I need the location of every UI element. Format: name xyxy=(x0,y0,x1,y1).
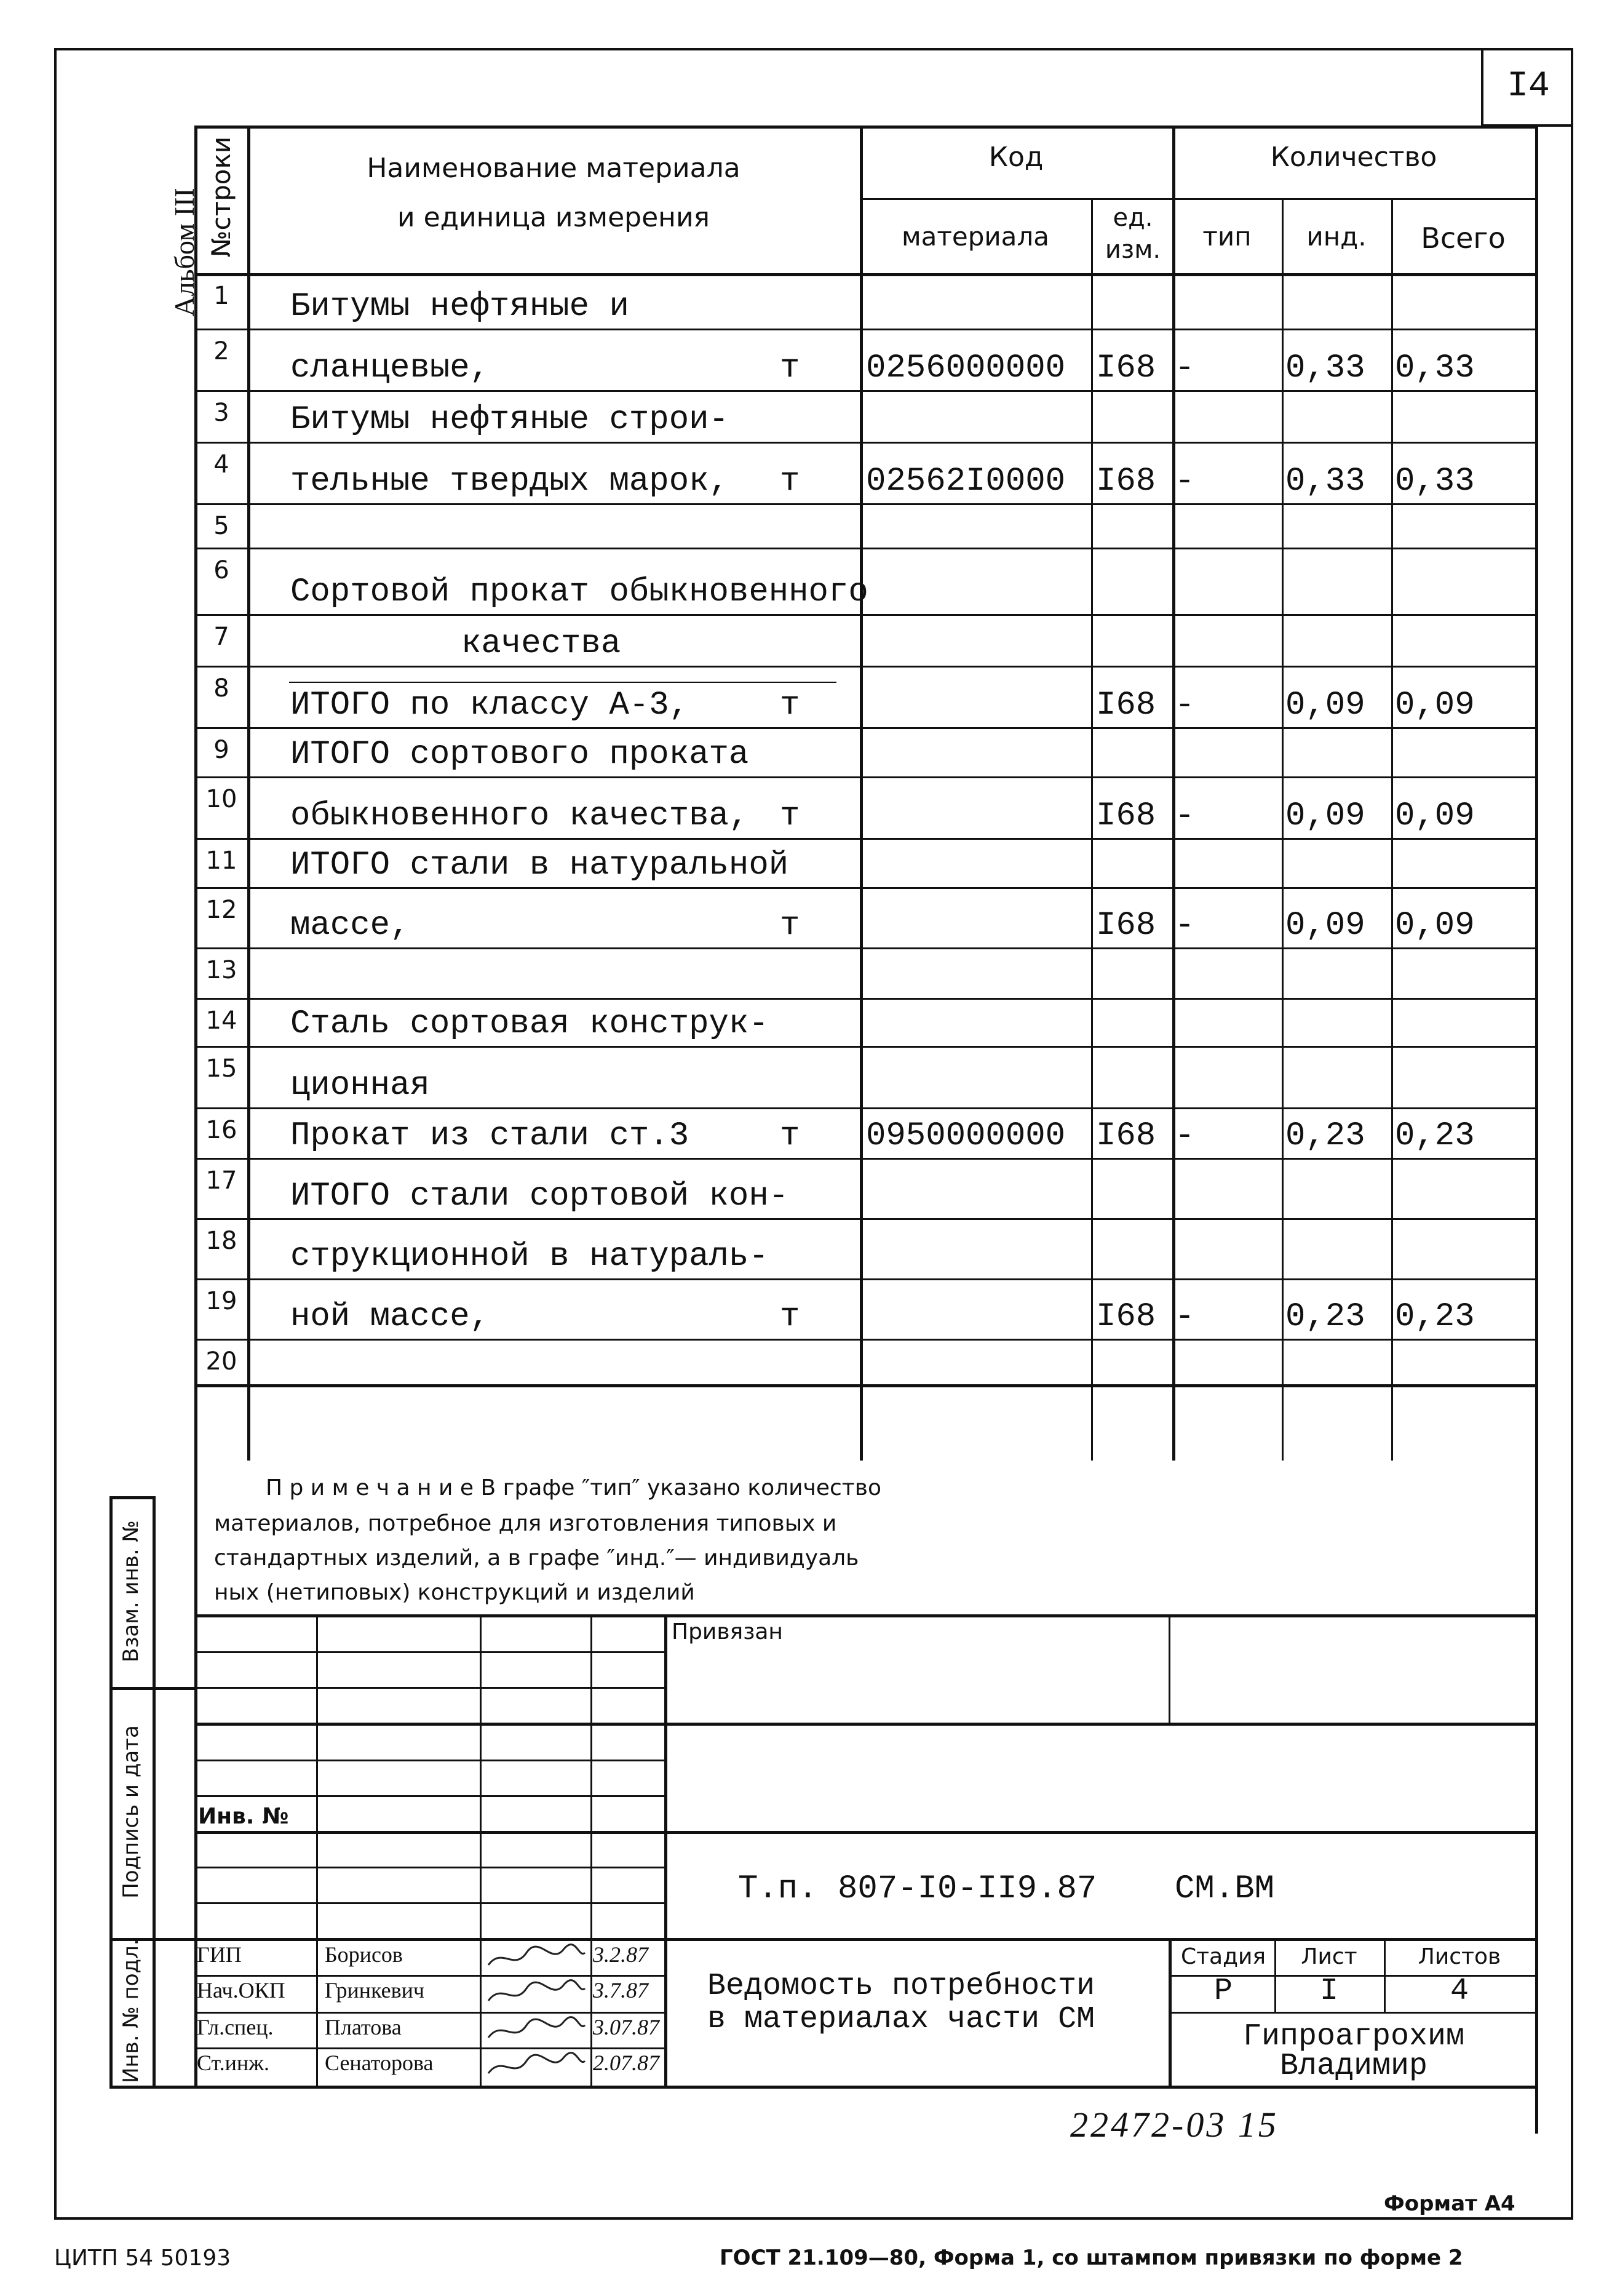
qty-type: - xyxy=(1175,463,1195,500)
unit-code: I68 xyxy=(1096,1117,1156,1155)
album-label: Альбом III xyxy=(169,188,200,317)
signature-date-label: Подпись и дата xyxy=(119,1725,143,1899)
row-number: 1 xyxy=(213,282,229,310)
sheets-label: Листов xyxy=(1418,1944,1501,1969)
signer-role: Гл.спец. xyxy=(197,2015,274,2039)
unit: т xyxy=(780,463,800,500)
qty-ind: 0,23 xyxy=(1285,1298,1365,1336)
unit: т xyxy=(780,687,800,724)
sheet-label: Лист xyxy=(1301,1944,1357,1969)
row-number: 9 xyxy=(213,736,229,764)
header-qty-type: тип xyxy=(1202,221,1252,252)
row-number: 14 xyxy=(205,1006,237,1035)
row-number: 4 xyxy=(213,450,229,479)
stage-value: Р xyxy=(1213,1974,1233,2009)
qty-type: - xyxy=(1175,1298,1195,1336)
row-number: 8 xyxy=(213,674,229,703)
qty-ind: 0,09 xyxy=(1285,687,1365,724)
qty-total: 0,23 xyxy=(1395,1298,1475,1336)
header-qty-ind: инд. xyxy=(1306,221,1367,252)
material-name: ИТОГО по классу А-3, xyxy=(290,687,689,724)
sheets-value: 4 xyxy=(1450,1974,1469,2009)
archive-number: 22472-03 15 xyxy=(1070,2105,1279,2145)
inv-podl-label: Инв. № подл. xyxy=(119,1939,143,2083)
vzam-inv-label: Взам. инв. № xyxy=(119,1520,143,1662)
header-code-unit: ед. изм. xyxy=(1105,204,1161,264)
qty-total: 0,09 xyxy=(1395,797,1475,835)
qty-type: - xyxy=(1175,907,1195,944)
row-number: 11 xyxy=(205,847,237,875)
organization-line-2: Владимир xyxy=(1279,2049,1428,2084)
material-code: 0256000000 xyxy=(866,349,1066,387)
qty-ind: 0,33 xyxy=(1285,463,1365,500)
header-name-line1: Наименование материала xyxy=(367,153,741,184)
material-name: Битумы нефтяные строи- xyxy=(290,401,729,439)
qty-total: 0,33 xyxy=(1395,463,1475,500)
footer-left: ЦИТП 54 50193 xyxy=(54,2246,231,2271)
qty-type: - xyxy=(1175,1117,1195,1155)
material-name: Битумы нефтяные и xyxy=(290,288,629,325)
unit: т xyxy=(780,797,800,835)
material-name: ИТОГО стали в натуральной xyxy=(290,847,789,884)
material-name: струкционной в натураль- xyxy=(290,1238,769,1275)
qty-type: - xyxy=(1175,797,1195,835)
signer-name: Борисов xyxy=(325,1942,403,1967)
note-line-2: материалов, потребное для изготовления типовых и xyxy=(214,1511,837,1536)
sheet-value: I xyxy=(1319,1974,1338,2009)
material-name: ционная xyxy=(290,1067,430,1104)
row-number: 2 xyxy=(213,337,229,365)
format-label: Формат А4 xyxy=(1384,2191,1515,2216)
row-number: 6 xyxy=(213,556,229,584)
organization-line-1: Гипроагрохим xyxy=(1242,2019,1465,2054)
header-code: Код xyxy=(988,142,1044,173)
title-line-1: Ведомость потребности xyxy=(707,1969,1095,2004)
material-name: Сортовой прокат обыкновенного xyxy=(290,573,868,611)
row-number: 20 xyxy=(205,1347,237,1376)
unit: т xyxy=(780,907,800,944)
unit-code: I68 xyxy=(1096,349,1156,387)
unit: т xyxy=(780,1117,800,1155)
row-number: 16 xyxy=(205,1116,237,1144)
stage-label: Стадия xyxy=(1180,1944,1266,1969)
note-text-1: В графе ″тип″ указано количество xyxy=(480,1475,881,1501)
signer-date: 3.2.87 xyxy=(593,1942,648,1967)
row-number: 12 xyxy=(205,896,237,924)
material-code: 02562I0000 xyxy=(866,463,1066,500)
signer-name: Платова xyxy=(325,2015,402,2039)
note-label: П р и м е ч а н и е xyxy=(266,1475,474,1501)
row-number: 19 xyxy=(205,1287,237,1315)
qty-total: 0,23 xyxy=(1395,1117,1475,1155)
signer-name: Сенаторова xyxy=(325,2051,434,2075)
qty-ind: 0,23 xyxy=(1285,1117,1365,1155)
privyazan-label: Привязан xyxy=(672,1619,783,1644)
material-name: ИТОГО сортового проката xyxy=(290,736,749,773)
material-name: Сталь сортовая конструк- xyxy=(290,1005,769,1043)
note-line-1 xyxy=(266,1475,881,1501)
row-number: 7 xyxy=(213,623,229,651)
qty-type: - xyxy=(1175,687,1195,724)
drawing-mark: СМ.ВМ xyxy=(1175,1870,1275,1908)
unit-code: I68 xyxy=(1096,1298,1156,1336)
footer-right: ГОСТ 21.109—80, Форма 1, со штампом привязки по форме 2 xyxy=(720,2246,1463,2270)
material-name: Прокат из стали ст.3 xyxy=(290,1117,689,1155)
header-qty-total: Всего xyxy=(1421,221,1506,255)
unit: т xyxy=(780,349,800,387)
signer-role: Ст.инж. xyxy=(197,2051,269,2075)
qty-ind: 0,09 xyxy=(1285,797,1365,835)
unit-code: I68 xyxy=(1096,463,1156,500)
unit: т xyxy=(780,1298,800,1336)
signer-date: 3.7.87 xyxy=(593,1978,648,2003)
row-number: 17 xyxy=(205,1166,237,1195)
material-name: ной массе, xyxy=(290,1298,490,1336)
signer-role: Нач.ОКП xyxy=(197,1978,285,2003)
material-name: ИТОГО стали сортовой кон- xyxy=(290,1178,789,1215)
material-name: массе, xyxy=(290,907,410,944)
header-code-material: материала xyxy=(901,221,1049,252)
material-code: 0950000000 xyxy=(866,1117,1066,1155)
signature-icon xyxy=(483,2013,588,2047)
qty-ind: 0,09 xyxy=(1285,907,1365,944)
row-number: 18 xyxy=(205,1227,237,1255)
signer-role: ГИП xyxy=(197,1942,242,1967)
material-name: обыкновенного качества, xyxy=(290,797,749,835)
material-name: качества xyxy=(461,625,621,663)
signer-date: 2.07.87 xyxy=(593,2051,659,2075)
row-number: 15 xyxy=(205,1054,237,1083)
row-number: 5 xyxy=(213,512,229,540)
header-quantity: Количество xyxy=(1270,142,1437,173)
drawing-designation: Т.п. 807-I0-II9.87 xyxy=(738,1870,1097,1908)
signer-name: Гринкевич xyxy=(325,1978,425,2003)
qty-ind: 0,33 xyxy=(1285,349,1365,387)
qty-total: 0,09 xyxy=(1395,907,1475,944)
header-row-no: №строки xyxy=(206,136,236,258)
qty-total: 0,09 xyxy=(1395,687,1475,724)
row-number: 10 xyxy=(205,785,237,813)
note-line-3: стандартных изделий, а в графе ″инд.″— индивидуаль xyxy=(214,1545,859,1571)
note-line-4: ных (нетиповых) конструкций и изделий xyxy=(214,1580,695,1605)
unit-code: I68 xyxy=(1096,687,1156,724)
row-number: 3 xyxy=(213,399,229,427)
inv-no-label: Инв. № xyxy=(198,1804,289,1829)
signature-icon xyxy=(483,2049,588,2083)
title-line-2: в материалах части СМ xyxy=(707,2002,1095,2037)
sheet-number: I4 xyxy=(1481,48,1573,127)
material-name: тельные твердых марок, xyxy=(290,463,729,500)
signer-date: 3.07.87 xyxy=(593,2015,659,2039)
unit-code: I68 xyxy=(1096,907,1156,944)
signature-icon xyxy=(483,1940,588,1975)
signature-icon xyxy=(483,1976,588,2011)
unit-code: I68 xyxy=(1096,797,1156,835)
row-number: 13 xyxy=(205,956,237,984)
qty-total: 0,33 xyxy=(1395,349,1475,387)
header-name-line2: и единица измерения xyxy=(397,202,710,233)
material-name: сланцевые, xyxy=(290,349,490,387)
qty-type: - xyxy=(1175,349,1195,387)
